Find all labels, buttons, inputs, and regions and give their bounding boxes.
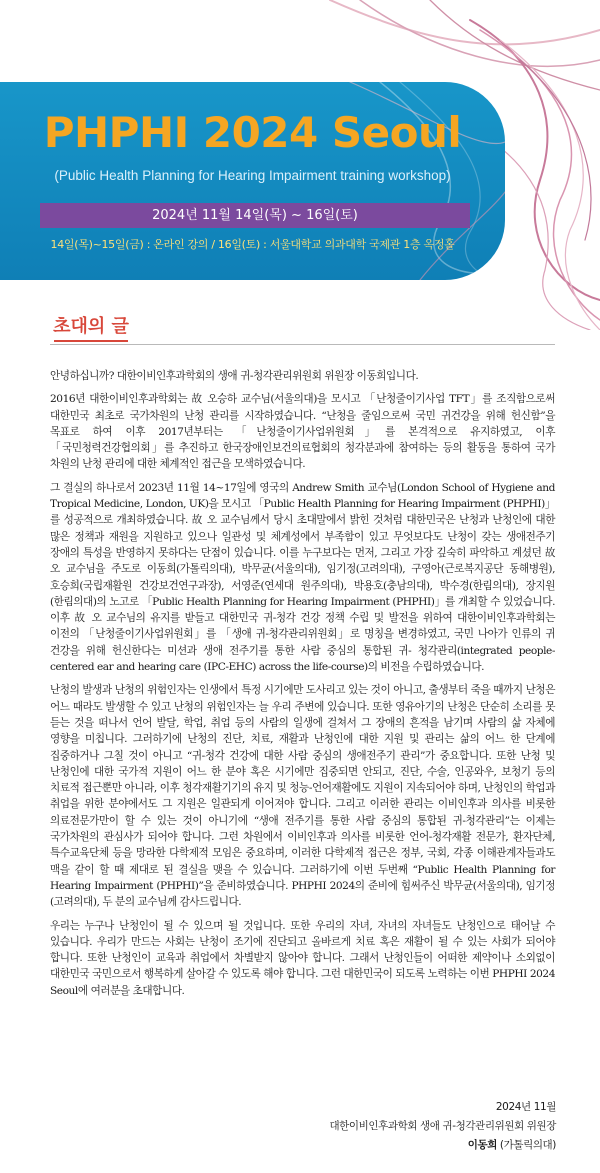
- signature-date: 2024년 11월: [495, 1101, 556, 1113]
- signature-affiliation: (가톨릭의대): [499, 1139, 556, 1151]
- event-subtitle: (Public Health Planning for Hearing Impairment training workshop): [54, 168, 451, 183]
- paragraph-invitation: 우리는 누구나 난청인이 될 수 있으며 될 것입니다. 또한 우리의 자녀, 자녀의 자녀들도 난청인으로 태어날 수 있습니다. 우리가 만드는 사회는 난청이 조기에 진단되고 올바르게 치료 혹은 재활이 될 수 있는 사회가 되어야 합니다. 또한 난청인이 교육과 취업에서 차별받지 않아야 합니다. 그래서 난청인들이 어떠한 제약이나 소외없이 대한민국 국민으로서 행복하게 살아갈 수 있도록 해야 합니다. 그런 대한민국이 되도록 노력하는 이번 PHPHI 2024 Seoul에 여러분을 초대합니다.: [50, 919, 555, 997]
- paragraph-history: 2016년 대한이비인후과학회는 故 오승하 교수님(서울의대)을 모시고 「난청줄이기사업 TFT」를 조직함으로써 대한민국 최초로 국가차원의 난청 관리를 시작하였습니다. “난청을 줄임으로써 국민 귀건강을 위해 헌신함”을 목표로 하여 이후 2017년부터는 「난청줄이기사업위원회」를 본격적으로 유지하였고, 이후 「국민청력건강협의회」를 추진하고 한국장애인보건의료협회의 청각분과에 참여하는 등의 활동을 통하여 국가 차원의 난청 관리에 대한 체계적인 접근을 모색하였습니다.: [50, 393, 555, 471]
- paragraph-phphi-2023: 그 결실의 하나로서 2023년 11월 14~17일에 영국의 Andrew Smith 교수님(London School of Hygiene and Tropical Medicine, London, UK)을 모시고 「Public Health Planning for Hearing Impairment (PHPHI)」를 성공적으로 개최하였습니다. 故 오 교수님께서 당시 초대말에서 밝힌 것처럼 대한민국은 난청과 난청인에 대한 많은 정책과 재원을 지원하고 있으나 일관성 및 체계성에서 부족함이 있고 무엇보다도 난청이 갖는 생애전주기 장애의 특성을 반영하지 못하다는 단점이 있습니다. 이를 누구보다는 먼저, 그리고 가장 깊숙히 파악하고 계셨던 故 오 교수님을 주도로 이동희(가톨릭의대), 박무균(서울의대), 임기정(고려의대), 구영아(근로복지공단 동해병원), 호승희(국립재활원 건강보건연구과장), 서영준(연세대 원주의대), 박용호(충남의대), 박수경(한림의대), 장지원(한림의대)의 노고로 「Public Health Planning for Hearing Impairment (PHPHI)」를 개최할 수 있었습니다. 이후 故 오 교수님의 유지를 받들고 대한민국 귀-청각 건강 정책 수립 및 발전을 위하여 대한이비인후과학회는 이전의 「난청줄이기사업위원회」를 「생애 귀-청각관리위원회」로 명칭을 변경하였고, 국민 나아가 인류의 귀 건강을 위해 헌신한다는 미션과 생애 전주기를 통한 사람 중심의 통합된 귀- 청각관리(integrated people-centered ear and hearing care (IPC-EHC) across the life-course)의 비전을 수립하였습니다.: [50, 481, 555, 674]
- invitation-heading: 초대의 글: [50, 312, 132, 342]
- paragraph-lifecourse-care: 난청의 발생과 난청의 위험인자는 인생에서 특정 시기에만 도사리고 있는 것이 아니고, 출생부터 죽을 때까지 난청은 어느 때라도 발생할 수 있고 난청의 위험인자는 늘 우리 주변에 있습니다. 또한 영유아기의 난청은 단순히 소리를 못 듣는 것을 떠나서 언어 발달, 학업, 취업 등의 사람의 일생에 걸쳐서 그 장애의 흔적을 남기며 사람의 삶 자체에 영향을 미칩니다. 그러하기에 난청의 진단, 치료, 재활과 난청인에 대한 지원 및 관리는 삶의 어느 한 단계에 집중하거나 그칠 것이 아니고 “귀-청각 건강에 대한 사람 중심의 생애전주기 관리”가 중요합니다. 또한 난청 및 난청인에 대한 국가적 지원이 어느 한 분야 혹은 시기에만 집중되면 안되고, 진단, 수술, 인공와우, 보청기 등의 치료적 접근뿐만 아니라, 이후 청각재활기기의 유지 및 청능-언어재활에도 지원이 지속되어야 하며, 난청인의 학업과 취업을 위한 분야에서도 그 지원은 일관되게 이어져야 합니다. 그리고 이러한 관리는 이비인후과 의사를 비롯한 의료전문가만이 할 수 있는 것이 아니기에 “생애 전주기를 통한 사람 중심의 통합된 귀-청각관리”는 이제는 국가차원의 관심사가 되어야 합니다. 그런 차원에서 이비인후과 의사를 비롯한 언어-청각재활 전문가, 환자단체, 특수교육단체 등을 망라한 다학제적 모임은 중요하며, 이러한 다학제적 접근은 정부, 국회, 각종 이해관계자들과도 맥을 같이 할 때 제대로 된 결실을 맺을 수 있습니다. 그러하기에 이번 두번째 “Public Health Planning for Hearing Impairment (PHPHI)”을 준비하였습니다. PHPHI 2024의 준비에 힘써주신 박무균(서울의대), 임기정(고려의대), 두 분의 교수님께 감사드립니다.: [50, 684, 555, 909]
- event-venue: 14일(목)~15일(금) : 온라인 강의 / 16일(토) : 서울대학교 의과대학 국제관 1층 옥정홀: [50, 238, 455, 251]
- paragraph-greeting: 안녕하십니까? 대한이비인후과학회의 생애 귀-청각관리위원회 위원장 이동희입니다.: [50, 370, 419, 382]
- signature-block: [329, 1098, 556, 1155]
- signature-organization: 대한이비인후과학회 생애 귀-청각관리위원회 위원장: [329, 1120, 556, 1132]
- signature-name-line: [329, 1136, 556, 1155]
- heading-divider: [50, 344, 555, 345]
- signature-name: 이동희: [467, 1139, 497, 1151]
- event-date-bar: 2024년 11월 14일(목) ~ 16일(토): [40, 203, 470, 228]
- invitation-body: [50, 368, 555, 1006]
- event-title: PHPHI 2024 Seoul: [43, 108, 462, 157]
